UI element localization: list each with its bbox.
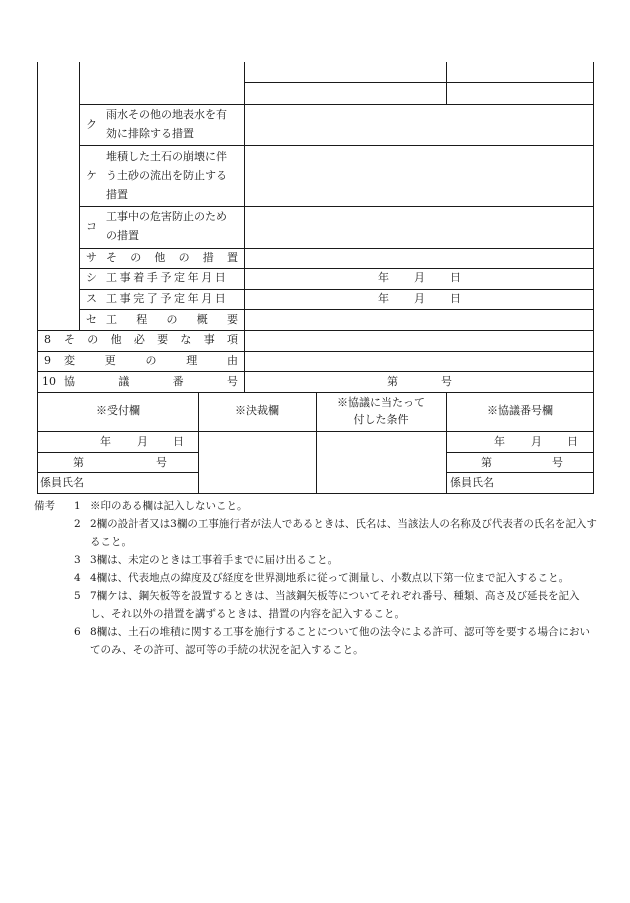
row-ke-label-line-3: 措置 [106,188,128,201]
row-sa-char: 他 [154,251,166,264]
note-text-content: 8欄は、土石の堆積に関する工事を施行することについて他の法令による許可、認可等を要する場合においてのみ、その許可、認可等の手続の状況を記入すること。 [90,626,590,656]
note-number: 2 [74,518,81,530]
row-shi-label: 工事着手予定年月日 [106,271,229,284]
note-number: 4 [74,572,81,584]
note-text [80,569,600,587]
top-subtable-line-2 [79,104,594,105]
row-line-shi [79,268,594,269]
top-subtable-divider [446,62,447,104]
row-10-number: 10 [42,375,56,388]
row-ku-label-line-2: 効に排除する措置 [106,127,194,140]
row-9-label [64,353,238,369]
row-10-go: 号 [441,375,452,388]
number-year: 年 [494,435,505,448]
conditions-header-line-1: ※協議に当たって [337,396,425,409]
row-line-ko [79,206,594,207]
bottom-line-3a [37,472,199,473]
note-item [34,587,600,623]
row-sa-char: 置 [226,251,238,264]
row-shi-month: 月 [414,271,425,284]
row-8-char: 項 [226,333,238,346]
note-text-content: 2欄の設計者又は3欄の工事施行者が法人であるときは、氏名は、当該法人の名称及び代表者の氏名を記入すること。 [90,518,597,548]
row-line-8 [37,330,594,331]
row-line-10 [37,371,594,372]
row-se-char: 工 [106,313,117,326]
note-item [34,497,600,515]
row-su-year: 年 [378,292,389,305]
note-number: 1 [74,500,81,512]
row-10-char: 議 [118,375,130,388]
row-ko-mark: コ [86,220,97,233]
bottom-line-2b [446,452,594,453]
row-se-char: 要 [227,313,238,326]
note-number: 3 [74,554,81,566]
row-shi-day: 日 [450,271,461,284]
row-shi-year: 年 [378,271,389,284]
note-item [34,623,600,659]
label-value-divider [244,62,245,392]
row-9-char: 理 [186,354,198,367]
row-shi-mark: シ [86,271,97,284]
row-se-mark: セ [86,313,97,326]
row-10-char: 協 [64,375,75,388]
row-ke-label-line-2: う土砂の流出を防止する [106,169,227,182]
row-8-char: 必 [133,333,145,346]
note-item [34,569,600,587]
note-text [80,515,600,551]
reception-month: 月 [137,435,148,448]
row-9-char: の [145,354,157,367]
note-item [34,551,600,569]
reception-staff: 係員氏名 [40,476,84,489]
row-10-char: 番 [172,375,184,388]
table-border-right [593,62,594,493]
bottom-line-4 [37,493,594,494]
note-text-content: 7欄ケは、鋼矢板等を設置するときは、当該鋼矢板等についてそれぞれ番号、種類、高さ及び延長を記入し、それ以外の措置を講ずるときは、措置の内容を記入すること。 [90,590,580,620]
row-10-dai: 第 [387,375,398,388]
row-line-ke [79,145,594,146]
row-8-char: の [87,333,99,346]
top-subtable-line-1 [244,82,594,83]
row-sa-char: の [178,251,190,264]
row-line-sa [79,248,594,249]
row-ku-label-line-1: 雨水その他の地表水を有 [106,108,227,121]
row-su-mark: ス [86,292,97,305]
notes-heading: 備考 [34,500,55,512]
conditions-header-line-2: 付した条件 [353,413,409,426]
row-sa-label [106,250,238,266]
reception-year: 年 [100,435,111,448]
number-day: 日 [567,435,578,448]
note-text: ※印のある欄は記入しないこと。 [90,500,248,512]
row-line-su [79,289,594,290]
row-se-char: 概 [196,313,208,326]
row-9-char: 更 [104,354,116,367]
row-8-char: な [180,333,192,346]
number-go: 号 [552,456,563,469]
consultation-number-header: ※協議番号欄 [487,404,553,417]
row-su-label: 工事完了予定年月日 [106,292,229,305]
bottom-line-3b [446,472,594,473]
table-border-left [37,62,38,493]
row-8-char: 他 [110,333,122,346]
row-ke-label-line-1: 堆積した土石の崩壊に伴 [106,150,227,163]
row-ko-label-line-2: の措置 [106,229,139,242]
note-text [80,587,600,623]
note-item [34,515,600,551]
row-sa-char: そ [106,251,117,264]
number-dai: 第 [481,456,492,469]
note-number: 6 [74,626,81,638]
note-text-content: 4欄は、代表地点の緯度及び経度を世界測地系に従って測量し、小数点以下第一位まで記入すること。 [90,572,570,584]
bottom-line-1 [37,431,594,432]
row-10-label [64,374,238,390]
row-su-day: 日 [450,292,461,305]
row-10-char: 号 [226,375,238,388]
row-9-number: 9 [44,354,51,367]
row-ko-label-line-1: 工事中の危害防止のため [106,210,227,223]
decision-header: ※決裁欄 [235,404,279,417]
row-8-number: 8 [44,333,51,346]
reception-day: 日 [173,435,184,448]
row-8-char: 要 [157,333,169,346]
row-se-label [106,312,238,328]
row-line-9 [37,351,594,352]
row-9-char: 変 [64,354,75,367]
note-number: 5 [74,590,81,602]
note-text [80,623,600,659]
notes-section [34,497,600,659]
number-staff: 係員氏名 [450,476,494,489]
row-line-se [79,309,594,310]
note-text: 3欄は、未定のときは工事着手までに届け出ること。 [90,554,339,566]
row-su-month: 月 [414,292,425,305]
row-ku-mark: ク [86,118,97,131]
reception-header: ※受付欄 [96,404,140,417]
reception-go: 号 [156,456,167,469]
bottom-line-2a [37,452,199,453]
row-8-char: そ [64,333,75,346]
row-8-char: 事 [203,333,215,346]
row-9-char: 由 [227,354,238,367]
number-month: 月 [531,435,542,448]
row-se-char: の [166,313,178,326]
row-se-char: 程 [136,313,148,326]
row-sa-char: の [130,251,142,264]
reception-dai: 第 [73,456,84,469]
row-8-label [64,332,238,348]
row-sa-mark: サ [86,251,97,264]
row-ke-mark: ケ [86,169,97,182]
row-sa-char: 措 [202,251,214,264]
